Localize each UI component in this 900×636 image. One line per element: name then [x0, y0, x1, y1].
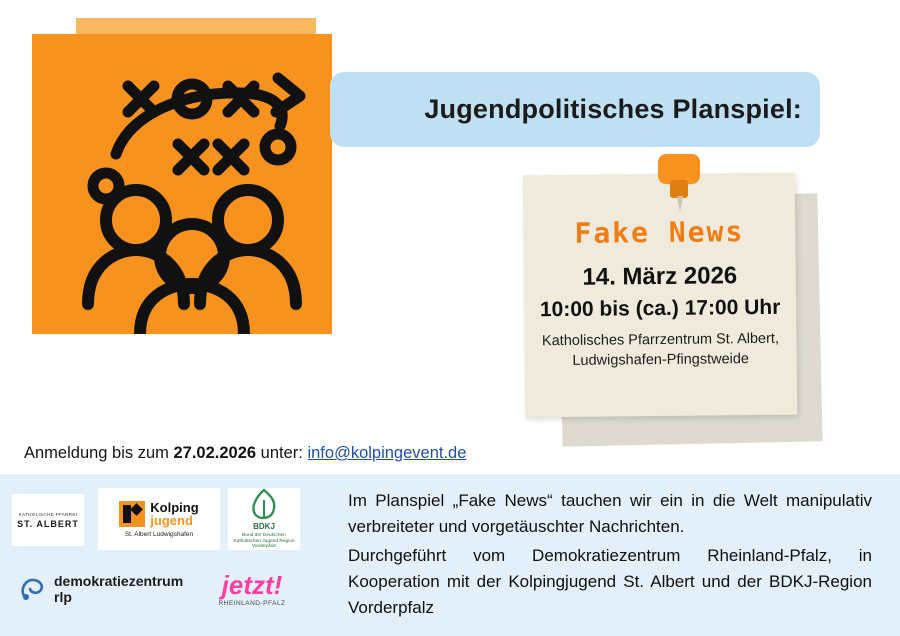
event-venue-line1: Katholisches Pfarrzentrum St. Albert, — [541, 330, 780, 350]
strategy-people-icon — [32, 34, 332, 334]
logo-bdkj-name: BDKJ — [253, 521, 275, 531]
footer-band — [0, 474, 900, 636]
registration-line — [24, 444, 466, 463]
partner-logos — [0, 474, 330, 636]
logo-st-albert-top: KATHOLISCHE PFARREI — [18, 511, 78, 517]
event-venue-line2: Ludwigshafen-Pfingstweide — [572, 350, 750, 369]
kolping-mark-icon — [119, 501, 145, 527]
pushpin-needle — [677, 196, 683, 212]
planspiel-illustration — [20, 18, 340, 338]
event-time: 10:00 bis (ca.) 17:00 Uhr — [539, 295, 781, 322]
page-title: Jugendpolitisches Planspiel: — [424, 94, 802, 124]
logo-bdkj — [228, 488, 300, 550]
demokratiezentrum-mark-icon — [18, 574, 48, 604]
logo-st-albert — [12, 494, 84, 546]
logo-demokratiezentrum — [18, 566, 196, 612]
logo-demokratiezentrum-name: demokratiezentrum rlp — [54, 573, 184, 605]
logo-st-albert-name: ST. ALBERT — [17, 518, 79, 529]
orange-square-front — [32, 34, 332, 334]
registration-deadline: 27.02.2026 — [173, 444, 257, 462]
logo-bdkj-sub: Bund der Deutschen Katholischen Jugend Region Vorderpfalz — [233, 532, 295, 550]
registration-middle: unter: — [256, 444, 308, 462]
title-banner — [330, 72, 820, 147]
event-title: Fake News — [574, 215, 745, 250]
logo-kolping-line2: jugend — [150, 512, 193, 528]
logo-kolping-sub: St. Albert Ludwigshafen — [124, 530, 194, 538]
logo-jetzt-sub: RHEINLAND-PFALZ — [218, 599, 286, 607]
logo-kolping-line1: Kolping — [150, 499, 199, 515]
registration-prefix: Anmeldung bis zum — [24, 444, 174, 462]
description-paragraph-1: Im Planspiel „Fake News“ tauchen wir ein in die Welt manipulativ verbreiteter und vorgetäuschter Nachrichten. — [348, 491, 872, 537]
bdkj-leaf-icon — [247, 488, 281, 522]
logo-jetzt-name: jetzt! — [221, 569, 283, 600]
description-paragraph-2: Durchgeführt vom Demokratiezentrum Rheinland-Pfalz, in Kooperation mit der Kolpingjugend St. Albert und der BDKJ-Region Vorderpfalz — [348, 545, 872, 618]
logo-kolpingjugend — [98, 488, 220, 550]
event-date: 14. März 2026 — [582, 262, 738, 291]
registration-email-link[interactable]: info@kolpingevent.de — [307, 444, 467, 462]
pushpin-icon — [652, 154, 706, 218]
logo-jetzt — [200, 562, 304, 616]
description-text — [330, 474, 900, 636]
